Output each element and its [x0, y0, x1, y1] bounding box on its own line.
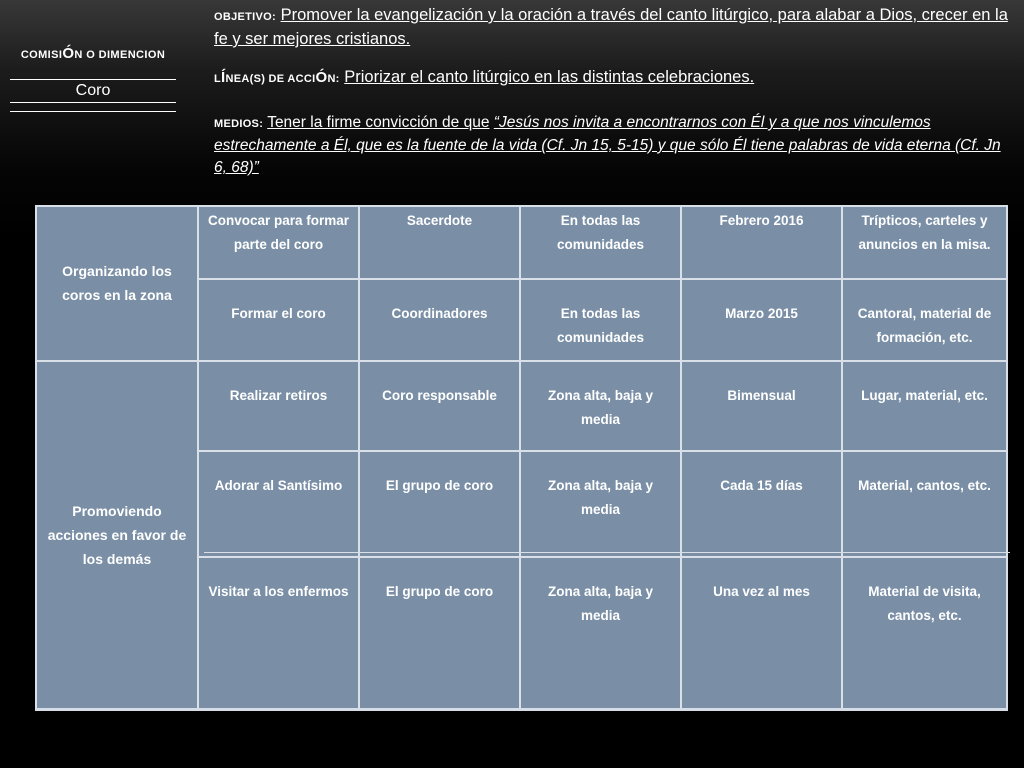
table-cell: Adorar al Santísimo [198, 451, 359, 557]
table-cell: Una vez al mes [681, 557, 842, 710]
linea-label-part: NEA(S) DE ACCI [225, 73, 316, 85]
linea-label-part: N: [327, 73, 340, 85]
comision-label-part: Ó [62, 45, 75, 62]
table-cell: Sacerdote [359, 206, 520, 279]
group-cell: Organizando los coros en la zona [36, 206, 198, 361]
table-cell: El grupo de coro [359, 557, 520, 710]
table-cell: Bimensual [681, 361, 842, 451]
action-table [35, 205, 1006, 711]
table-cell: Zona alta, baja y media [520, 451, 681, 557]
table-cell: Coro responsable [359, 361, 520, 451]
table-cell: Marzo 2015 [681, 279, 842, 361]
table-cell: Cada 15 días [681, 451, 842, 557]
medios-quote: “Jesús nos invita a encontrarnos con Él y a que nos vinculemos estrechamente a Él, que es la fuente de la vida (Cf. Jn 15, 5-15) y que sólo Él tiene palabras de vida eterna (Cf. Jn 6, 68)” [214, 114, 1001, 176]
linea-text: Priorizar el canto litúrgico en las distintas celebraciones. [344, 68, 755, 86]
comision-value: Coro [10, 80, 176, 103]
comision-label [10, 44, 176, 65]
table-cell: El grupo de coro [359, 451, 520, 557]
table-row [36, 206, 1007, 279]
table-cell: Zona alta, baja y media [520, 557, 681, 710]
linea-label [214, 69, 340, 86]
table-cell: Convocar para formar parte del coro [198, 206, 359, 279]
table-cell: Febrero 2016 [681, 206, 842, 279]
medios-line [214, 112, 1014, 179]
divider-line [204, 552, 1010, 553]
action-table-grid [35, 205, 1008, 711]
table-cell: Material, cantos, etc. [842, 451, 1007, 557]
underline-rule [10, 111, 176, 112]
table-cell: Coordinadores [359, 279, 520, 361]
table-cell: Formar el coro [198, 279, 359, 361]
linea-label-part: Ó [315, 69, 328, 86]
objective-block [214, 4, 1014, 179]
table-cell: Trípticos, carteles y anuncios en la misa. [842, 206, 1007, 279]
objetivo-label: OBJETIVO: [214, 11, 276, 23]
medios-label: MEDIOS: [214, 118, 264, 130]
table-row [36, 361, 1007, 451]
objetivo-text: Promover la evangelización y la oración a través del canto litúrgico, para alabar a Dios, crecer en la fe y ser mejores cristianos. [214, 6, 1008, 48]
comision-block [10, 44, 176, 112]
comision-label-part: COMISI [20, 49, 63, 61]
medios-text: Tener la firme convicción de que [267, 114, 490, 131]
table-cell: Material de visita, cantos, etc. [842, 557, 1007, 710]
table-cell: Visitar a los enfermos [198, 557, 359, 710]
objetivo-line [214, 4, 1014, 50]
linea-label-part: L [214, 73, 222, 85]
table-cell: Cantoral, material de formación, etc. [842, 279, 1007, 361]
table-cell: Lugar, material, etc. [842, 361, 1007, 451]
table-cell: En todas las comunidades [520, 279, 681, 361]
table-cell: Zona alta, baja y media [520, 361, 681, 451]
linea-accion-line [214, 66, 1014, 90]
comision-label-part: N O DIMENCION [74, 49, 166, 61]
table-cell: En todas las comunidades [520, 206, 681, 279]
table-cell: Realizar retiros [198, 361, 359, 451]
linea-label-part: Í [221, 69, 226, 86]
group-cell: Promoviendo acciones en favor de los demás [36, 361, 198, 710]
